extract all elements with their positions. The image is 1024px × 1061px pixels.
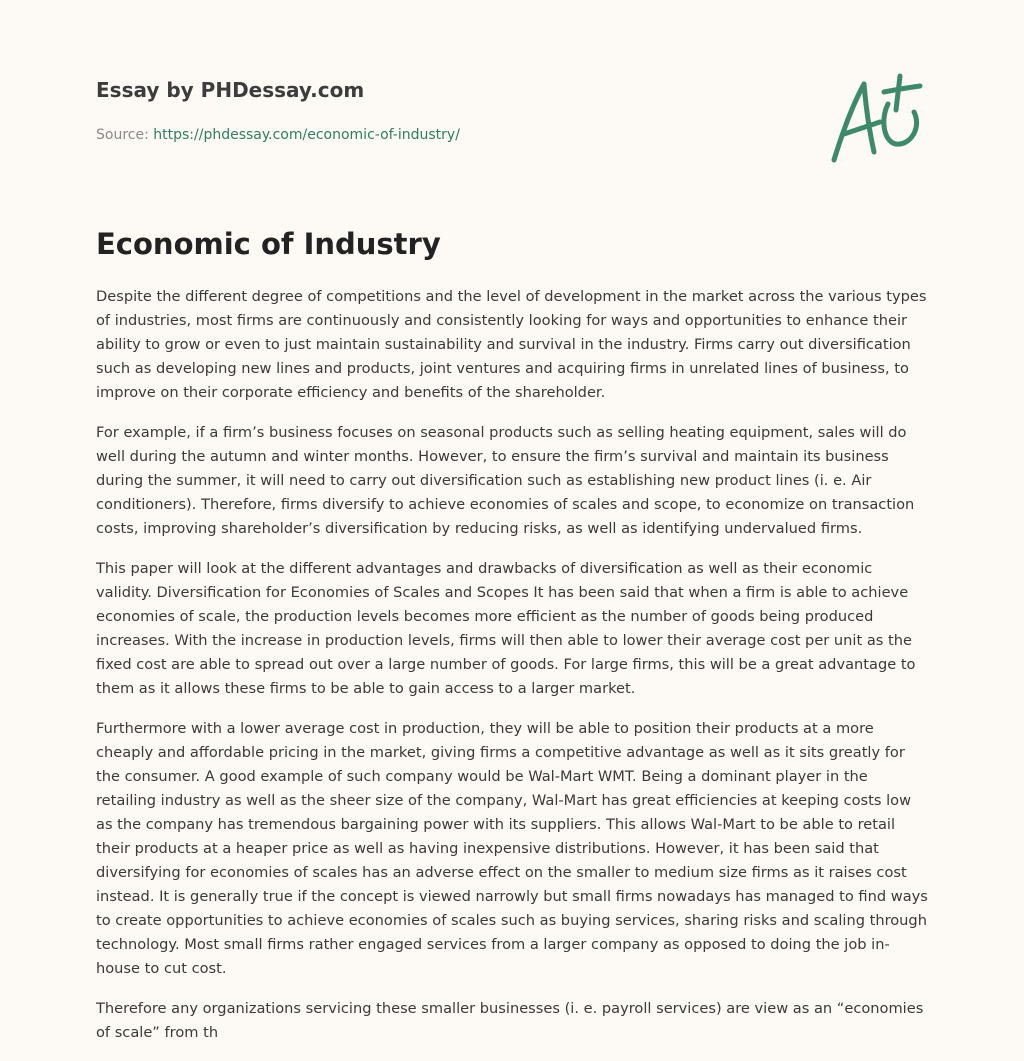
page-title: Economic of Industry xyxy=(96,227,441,261)
essay-paragraph: Therefore any organizations servicing these smaller businesses (i. e. payroll services) are view as an “economies of scale” from th xyxy=(96,1000,924,1041)
source-line xyxy=(96,125,460,145)
essay-body xyxy=(96,285,928,1061)
a-plus-grade-icon xyxy=(828,68,928,164)
essay-paragraph: This paper will look at the different advantages and drawbacks of diversification as well as their economic validity. Diversification for Economies of Scales and Scopes It has been said that when a firm is able to achieve economies of scale, the production levels becomes more efficient as the number of goods being produced increases. With the increase in production levels, firms will then able to lower their average cost per unit as the fixed cost are able to spread out over a large number of goods. For large firms, this will be a great advantage to them as it allows these firms to be able to gain access to a larger market. xyxy=(96,560,916,697)
essay-paragraph: Furthermore with a lower average cost in production, they will be able to position their products at a more cheaply and affordable pricing in the market, giving firms a competitive advantage as well as it sits greatly for the consumer. A good example of such company would be Wal-Mart WMT. Being a dominant player in the retailing industry as well as the sheer size of the company, Wal-Mart has great efficiencies at keeping costs low as the company has tremendous bargaining power with its suppliers. This allows Wal-Mart to be able to retail their products at a heaper price as well as having inexpensive distributions. However, it has been said that diversifying for economies of scales has an adverse effect on the smaller to medium size firms as it raises cost instead. It is generally true if the concept is viewed narrowly but small firms nowadays has managed to find ways to create opportunities to achieve economies of scales such as buying services, sharing risks and scaling through technology. Most small firms rather engaged services from a larger company as opposed to doing the job in-house to cut cost. xyxy=(96,720,928,977)
source-link[interactable]: https://phdessay.com/economic-of-industry/ xyxy=(153,127,460,143)
brand-title: Essay by PHDessay.com xyxy=(96,78,365,102)
essay-header xyxy=(96,76,928,186)
source-label: Source: xyxy=(96,127,149,143)
essay-paragraph: Despite the different degree of competitions and the level of development in the market across the various types of industries, most firms are continuously and consistently looking for ways and opportunities to enhance their ability to grow or even to just maintain sustainability and survival in the industry. Firms carry out diversification such as developing new lines and products, joint ventures and acquiring firms in unrelated lines of business, to improve on their corporate efficiency and benefits of the shareholder. xyxy=(96,288,927,401)
essay-paragraph: For example, if a firm’s business focuses on seasonal products such as selling heating equipment, sales will do well during the autumn and winter months. However, to ensure the firm’s survival and maintain its business during the summer, it will need to carry out diversification such as establishing new product lines (i. e. Air conditioners). Therefore, firms diversify to achieve economies of scales and scope, to economize on transaction costs, improving shareholder’s diversification by reducing risks, as well as identifying undervalued firms. xyxy=(96,424,915,537)
